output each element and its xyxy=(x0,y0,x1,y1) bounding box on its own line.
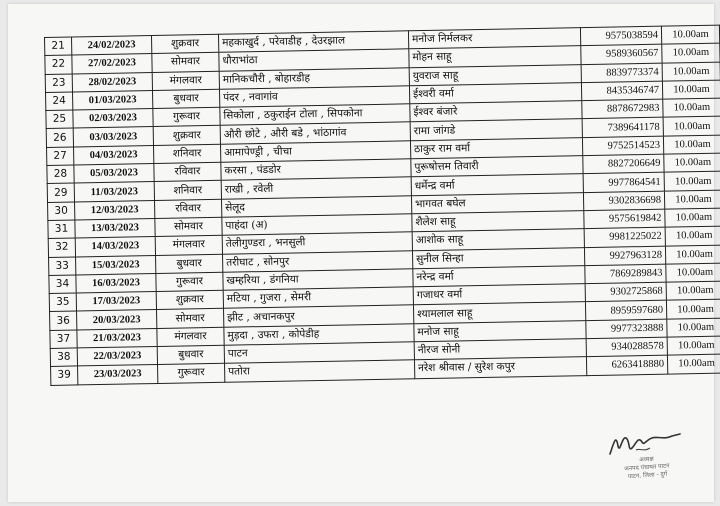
weekday-cell: सोमवार xyxy=(155,217,222,237)
date-cell: 20/03/2023 xyxy=(77,310,157,330)
contact-person-cell: नरेश श्रीवास / सुरेश कपुर xyxy=(414,357,586,378)
stamp-line-3: पाटन, जिला - दुर्ग xyxy=(627,470,668,481)
phone-number-cell: 7869289843 xyxy=(585,264,666,284)
phone-number-cell: 9340288578 xyxy=(586,337,667,357)
time-cell: 10.00am xyxy=(664,153,720,172)
villages-cell: धौराभांठा xyxy=(219,49,409,71)
villages-cell: राखी , रवेली xyxy=(221,177,411,199)
phone-number-cell: 8435346747 xyxy=(581,81,662,101)
date-cell: 28/02/2023 xyxy=(72,72,152,92)
villages-cell: मुड़दा , उफरा , कोपेडीह xyxy=(224,324,414,346)
serial-number: 28 xyxy=(47,165,74,184)
villages-cell: पाहंदा (अ) xyxy=(222,214,412,236)
villages-cell: तरीघाट , सोनपुर xyxy=(223,250,413,272)
serial-number: 36 xyxy=(50,311,77,330)
phone-number-cell: 7389641178 xyxy=(582,118,663,138)
weekday-cell: रविवार xyxy=(155,199,222,219)
serial-number: 29 xyxy=(47,183,74,202)
phone-number-cell: 8827206649 xyxy=(583,154,664,174)
serial-number: 26 xyxy=(46,128,73,147)
contact-person-cell: भागवत बघेल xyxy=(411,192,583,213)
document-page xyxy=(8,4,714,502)
weekday-cell: शुक्रवार xyxy=(151,34,218,54)
stamp-line-2: जनपद पंचायत पाटन xyxy=(624,462,670,473)
contact-person-cell: धर्मेन्द्र वर्मा xyxy=(411,174,583,195)
schedule-rows xyxy=(45,25,720,385)
weekday-cell: बुधवार xyxy=(152,89,219,109)
serial-number: 35 xyxy=(49,293,76,312)
serial-number: 27 xyxy=(47,147,74,166)
villages-cell: सेलूद xyxy=(221,195,411,217)
contact-person-cell: नरेन्द्र वर्मा xyxy=(413,265,585,286)
weekday-cell: शुक्रवार xyxy=(156,290,223,310)
weekday-cell: गुरूवार xyxy=(156,272,223,292)
villages-cell: झीट , अचानकपुर xyxy=(224,305,414,327)
date-cell: 02/03/2023 xyxy=(73,109,153,129)
weekday-cell: रविवार xyxy=(154,162,221,182)
date-cell: 01/03/2023 xyxy=(73,90,153,110)
phone-number-cell: 9589360567 xyxy=(581,44,662,64)
serial-number: 32 xyxy=(48,238,75,257)
date-cell: 23/03/2023 xyxy=(78,365,158,385)
time-cell: 10.00am xyxy=(663,98,720,117)
weekday-cell: शनिवार xyxy=(154,144,221,164)
contact-person-cell: नीरज सोनी xyxy=(414,339,586,360)
serial-number: 25 xyxy=(46,110,73,129)
villages-cell: तेलीगुण्डरा , भनसुली xyxy=(222,232,412,254)
phone-number-cell: 9575619842 xyxy=(584,209,665,229)
contact-person-cell: श्यामलाल साहू xyxy=(413,302,585,323)
phone-number-cell: 9977323888 xyxy=(586,319,667,339)
weekday-cell: गुरूवार xyxy=(158,364,225,384)
phone-number-cell: 6263418880 xyxy=(586,355,667,375)
time-cell: 10.00am xyxy=(662,43,720,62)
date-cell: 05/03/2023 xyxy=(74,164,154,184)
serial-number: 37 xyxy=(50,330,77,349)
villages-cell: सिकोला , ठकुराईन टोला , सिपकोना xyxy=(220,104,410,126)
serial-number: 39 xyxy=(51,366,78,385)
time-cell: 10.00am xyxy=(662,62,720,81)
weekday-cell: शनिवार xyxy=(154,181,221,201)
date-cell: 15/03/2023 xyxy=(76,255,156,275)
contact-person-cell: आशोक साहू xyxy=(412,229,584,250)
serial-number: 34 xyxy=(49,275,76,294)
weekday-cell: बुधवार xyxy=(157,345,224,365)
schedule-sheet xyxy=(44,25,720,386)
villages-cell: खम्हरिया , डंगनिया xyxy=(223,269,413,291)
serial-number: 31 xyxy=(48,220,75,239)
serial-number: 21 xyxy=(45,37,72,56)
contact-person-cell: मनोज साहू xyxy=(414,320,586,341)
date-cell: 24/02/2023 xyxy=(72,36,152,56)
weekday-cell: शुक्रवार xyxy=(153,126,220,146)
serial-number: 38 xyxy=(50,348,77,367)
serial-number: 30 xyxy=(48,202,75,221)
contact-person-cell: युवराज साहू xyxy=(409,64,581,85)
villages-cell: पाटन xyxy=(224,342,414,364)
serial-number: 23 xyxy=(45,74,72,93)
contact-person-cell: मोहन साहू xyxy=(409,46,581,67)
phone-number-cell: 9927963128 xyxy=(584,246,665,266)
date-cell: 22/03/2023 xyxy=(77,347,157,367)
contact-person-cell: ईश्वरी वर्मा xyxy=(409,83,581,104)
villages-cell: मटिया , गुजरा , सेमरी xyxy=(223,287,413,309)
villages-cell: पंदर , नवागांव xyxy=(219,86,409,108)
weekday-cell: बुधवार xyxy=(156,254,223,274)
time-cell: 10.00am xyxy=(666,263,720,282)
weekday-cell: सोमवार xyxy=(152,53,219,73)
time-cell: 10.00am xyxy=(666,281,720,300)
contact-person-cell: शैलेश साहू xyxy=(412,211,584,232)
date-cell: 12/03/2023 xyxy=(75,200,155,220)
time-cell: 10.00am xyxy=(663,135,720,154)
stamp-line-1: अध्यक्ष xyxy=(638,455,654,464)
time-cell: 10.00am xyxy=(665,226,720,245)
phone-number-cell: 9977864541 xyxy=(583,173,664,193)
date-cell: 17/03/2023 xyxy=(76,292,156,312)
time-cell: 10.00am xyxy=(664,190,720,209)
serial-number: 33 xyxy=(49,257,76,276)
date-cell: 03/03/2023 xyxy=(73,127,153,147)
schedule-table xyxy=(44,25,720,386)
villages-cell: पतोरा xyxy=(225,360,415,382)
date-cell: 04/03/2023 xyxy=(74,145,154,165)
weekday-cell: गुरूवार xyxy=(153,107,220,127)
date-cell: 27/02/2023 xyxy=(72,54,152,74)
contact-person-cell: रामा जांगडे xyxy=(410,119,582,140)
contact-person-cell: गजाधर वर्मा xyxy=(413,284,585,305)
time-cell: 10.00am xyxy=(661,25,719,44)
time-cell: 10.00am xyxy=(667,336,720,355)
villages-cell: आमापेण्ड्री , चीचा xyxy=(220,141,410,163)
weekday-cell: मंगलवार xyxy=(157,327,224,347)
phone-number-cell: 9752514523 xyxy=(582,136,663,156)
weekday-cell: मंगलवार xyxy=(155,236,222,256)
villages-cell: महकाखुर्द , परेवाडीह , देउरझाल xyxy=(218,31,408,53)
date-cell: 21/03/2023 xyxy=(77,328,157,348)
date-cell: 11/03/2023 xyxy=(74,182,154,202)
villages-cell: औरी छोटे , औरी बडे , भांठागांव xyxy=(220,122,410,144)
contact-person-cell: सुनील सिन्हा xyxy=(412,247,584,268)
contact-person-cell: ईश्वर बंजारे xyxy=(410,101,582,122)
phone-number-cell: 8839773374 xyxy=(581,63,662,83)
phone-number-cell: 8959597680 xyxy=(585,301,666,321)
weekday-cell: मंगलवार xyxy=(152,71,219,91)
time-cell: 10.00am xyxy=(662,80,720,99)
phone-number-cell: 9575038594 xyxy=(580,26,661,46)
serial-number: 24 xyxy=(46,92,73,111)
date-cell: 16/03/2023 xyxy=(76,273,156,293)
date-cell: 14/03/2023 xyxy=(75,237,155,257)
villages-cell: करसा , पंडडोर xyxy=(221,159,411,181)
serial-number: 22 xyxy=(45,55,72,74)
phone-number-cell: 9302725868 xyxy=(585,282,666,302)
time-cell: 10.00am xyxy=(667,354,720,373)
contact-person-cell: पुरूषोत्तम तिवारी xyxy=(411,156,583,177)
time-cell: 10.00am xyxy=(665,208,720,227)
date-cell: 13/03/2023 xyxy=(75,218,155,238)
villages-cell: मानिकचौरी , बोहारडीह xyxy=(219,67,409,89)
time-cell: 10.00am xyxy=(666,300,720,319)
time-cell: 10.00am xyxy=(665,245,720,264)
contact-person-cell: ठाकुर राम वर्मा xyxy=(410,137,582,158)
contact-person-cell: मनोज निर्मलकर xyxy=(408,28,580,49)
phone-number-cell: 9302836698 xyxy=(583,191,664,211)
time-cell: 10.00am xyxy=(667,318,720,337)
phone-number-cell: 8878672983 xyxy=(582,99,663,119)
weekday-cell: सोमवार xyxy=(157,309,224,329)
time-cell: 10.00am xyxy=(664,171,720,190)
time-cell: 10.00am xyxy=(663,117,720,136)
phone-number-cell: 9981225022 xyxy=(584,227,665,247)
